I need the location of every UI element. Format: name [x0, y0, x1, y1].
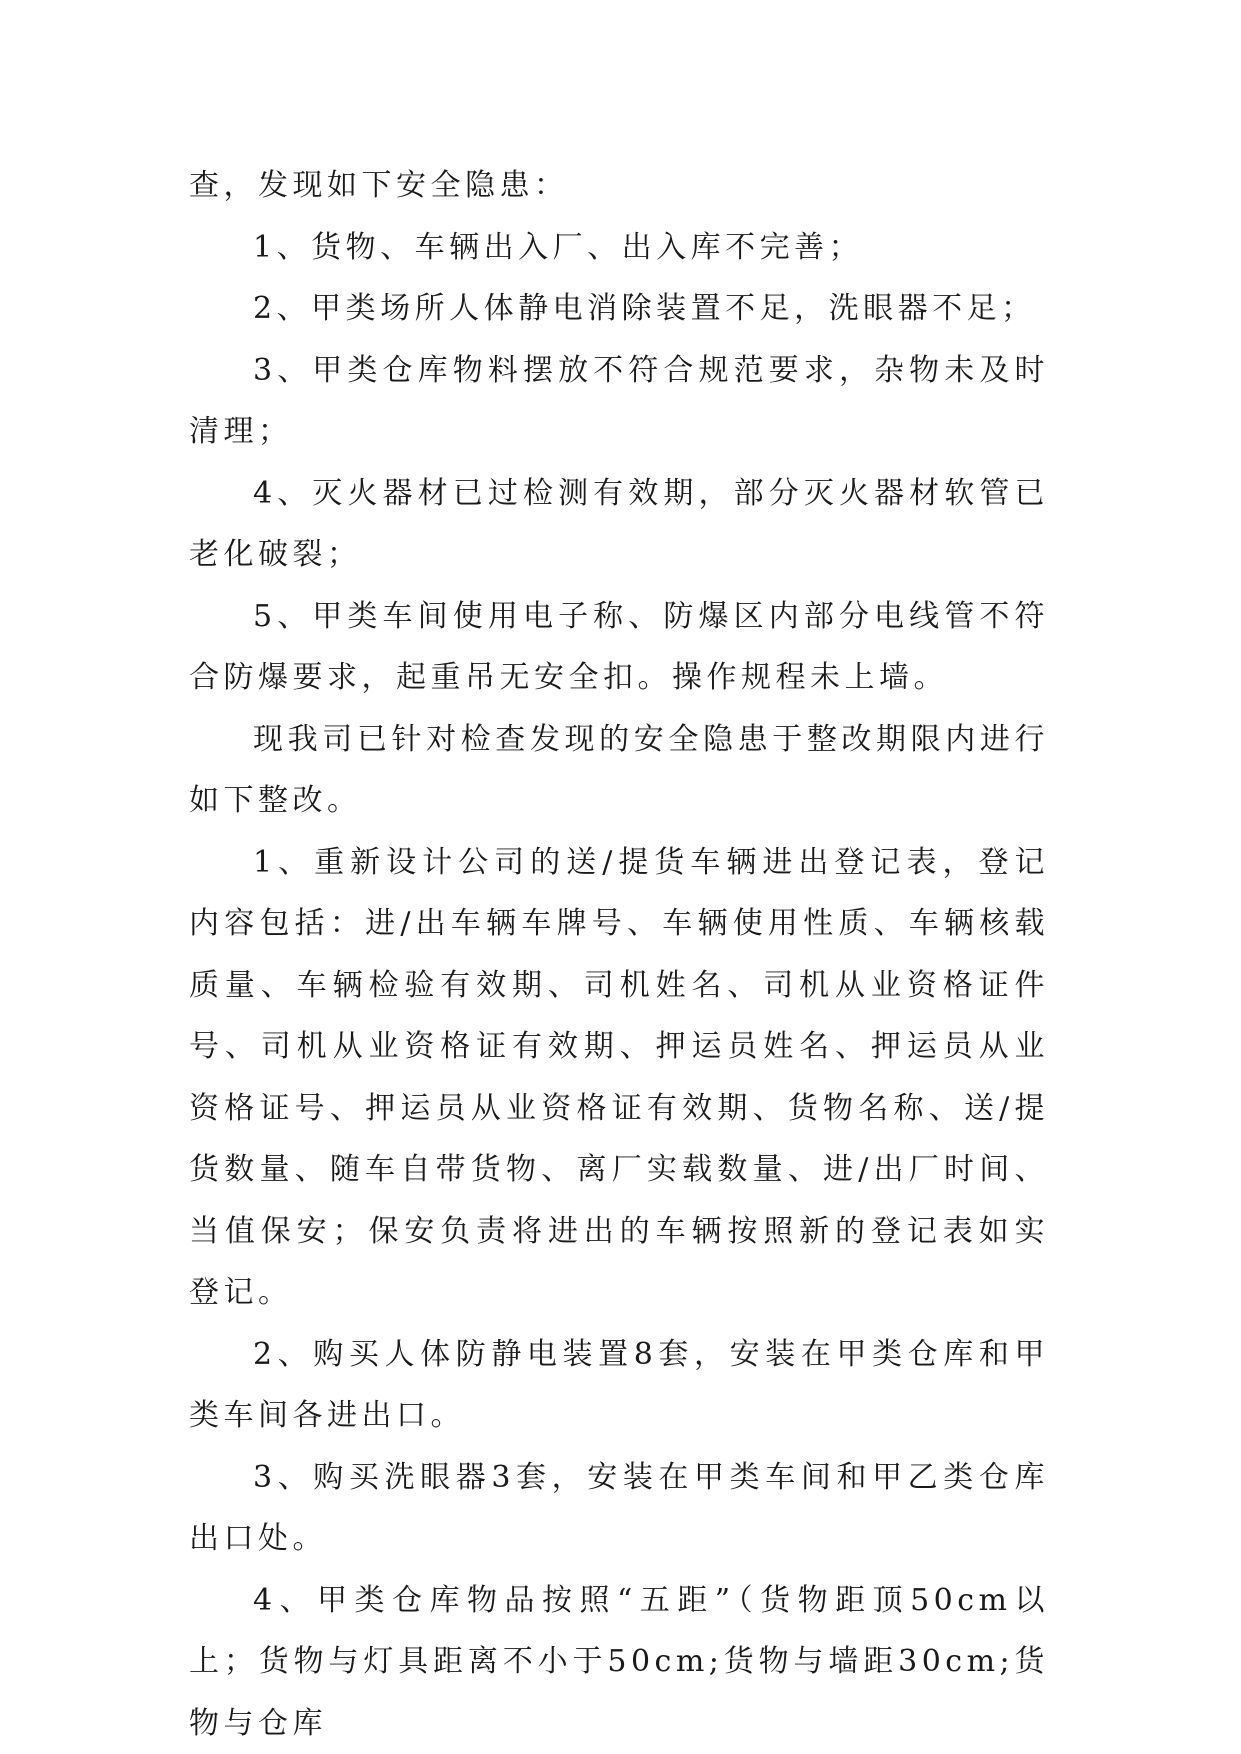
rectification-item-2: 2、购买人体防静电装置8套，安装在甲类仓库和甲类车间各进出口。: [189, 1336, 1049, 1433]
document-body: [189, 155, 1049, 1754]
rectification-item-1: 1、重新设计公司的送/提货车辆进出登记表，登记内容包括：进/出车辆车牌号、车辆使用性质、车辆核载质量、车辆检验有效期、司机姓名、司机从业资格证件号、司机从业资格证有效期、押运员姓名、押运员从业资格证号、押运员从业资格证有效期、货物名称、送/提货数量、随车自带货物、离厂实载数量、进/出厂时间、当值保安；保安负责将进出的车辆按照新的登记表如实登记。: [189, 844, 1049, 1310]
paragraph-continuation: 查，发现如下安全隐患：: [189, 168, 569, 203]
hazard-item-3: 3、甲类仓库物料摆放不符合规范要求，杂物未及时清理；: [189, 352, 1049, 449]
rectification-item-3: 3、购买洗眼器3套，安装在甲类车间和甲乙类仓库出口处。: [189, 1459, 1049, 1556]
hazard-item-5: 5、甲类车间使用电子称、防爆区内部分电线管不符合防爆要求，起重吊无安全扣。操作规程未上墙。: [189, 598, 1049, 695]
hazard-item-2: 2、甲类场所人体静电消除装置不足，洗眼器不足；: [253, 291, 1036, 326]
rectification-intro: 现我司已针对检查发现的安全隐患于整改期限内进行如下整改。: [189, 721, 1049, 818]
rectification-item-4: 4、甲类仓库物品按照“五距”（货物距顶50cm以上；货物与灯具距离不小于50cm;货物与墙距30cm;货物与仓库: [189, 1582, 1049, 1741]
hazard-item-1: 1、货物、车辆出入厂、出入库不完善；: [253, 229, 864, 265]
hazard-item-4: 4、灭火器材已过检测有效期，部分灭火器材软管已老化破裂；: [189, 475, 1049, 572]
